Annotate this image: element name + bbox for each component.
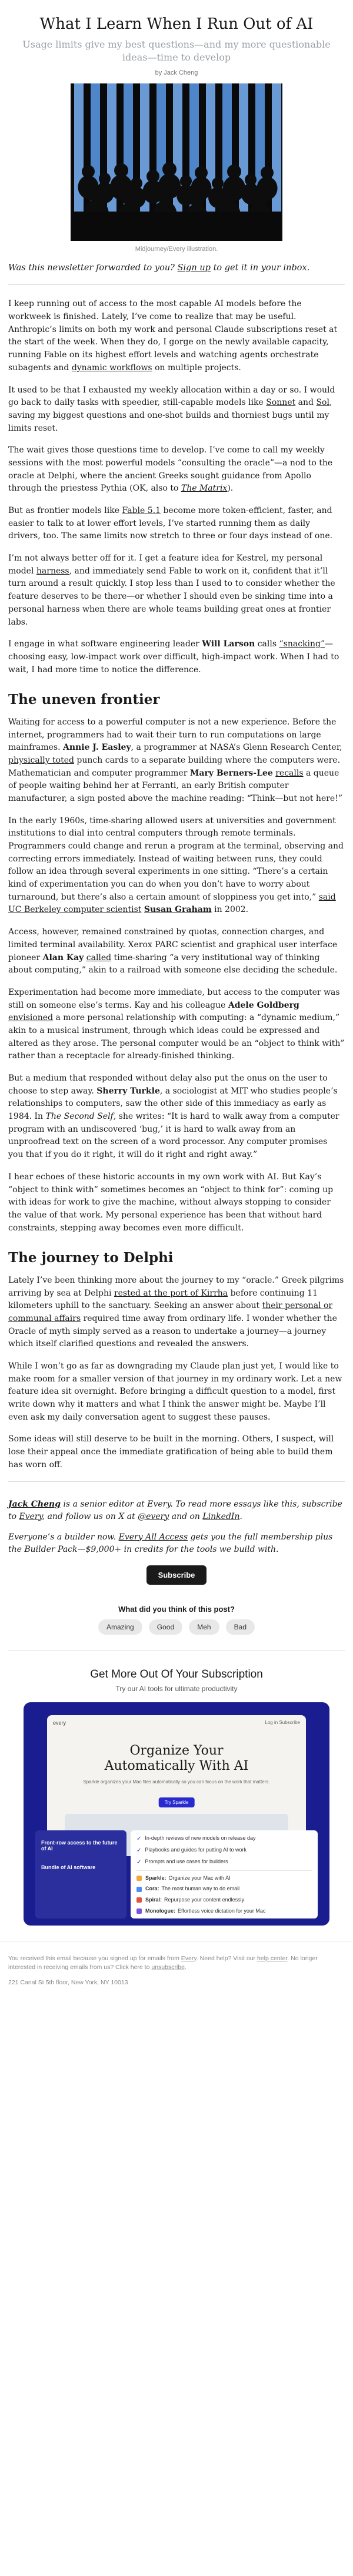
text-run: a queue of people waiting behind her at Ferranti, an early British computer manufacturer, a sign posted above the machine reading: “Think—but not here!” (8, 768, 342, 803)
footer-text: . No longer interested in receiving emails from us? Click here to (8, 1954, 318, 1971)
promo-title: Get More Out Of Your Subscription (90, 1668, 263, 1681)
text-run: I engage in what software engineering leader (8, 639, 202, 649)
check-icon: ✓ (136, 1847, 142, 1854)
footer-text: You received this email because you signed up for emails from (8, 1954, 181, 1962)
text-run: The Second Self (45, 1112, 114, 1122)
text-run: , she writes: “It is hard to walk away from a computer program with an undiscovered ‘bug,’ it is hard to walk away from an unproofread text on the screen of a word processor. Any computer promises you that if you do it right, it will do it right and right away.” (8, 1112, 339, 1160)
forward-notice (0, 263, 353, 273)
app-row (136, 1875, 312, 1882)
article-header (0, 0, 353, 76)
text-run: is a senior editor at Every. To read more essays like this, subscribe to (8, 1499, 342, 1521)
text-run: calls (255, 639, 279, 649)
text-run: I hear echoes of these historic accounts in my own work with AI. But Kay’s “object to think with” sometimes becomes an “object to think for”: coming up with ideas for work to give the machine, without always stopping to consider the value of that work. My personal experience has been that without hard constraints, stepping away becomes even more difficult. (8, 1172, 334, 1233)
promo-card[interactable] (24, 1702, 329, 1926)
promo-description: Sparkle organizes your Mac files automatically so you can focus on the work that matters. (83, 1779, 270, 1785)
paragraph (8, 552, 345, 629)
paragraph (8, 444, 345, 495)
promo-benefits-panel (35, 1830, 126, 1918)
text-run: , saving my biggest questions and one-shot builds and thorniest bugs until my limits reset. (8, 398, 332, 433)
paragraph (8, 987, 345, 1063)
paragraph (8, 1274, 345, 1351)
hero-illustration (71, 83, 282, 241)
promo-try-button: Try Sparkle (159, 1797, 195, 1807)
feedback-options (0, 1619, 353, 1635)
inline-link[interactable]: Fable 5.1 (122, 506, 161, 515)
bio-promo-paragraph (8, 1531, 345, 1556)
paragraph (8, 298, 345, 374)
feedback-amazing-button[interactable]: Amazing (98, 1619, 142, 1635)
inline-link[interactable]: envisioned (8, 1013, 54, 1023)
divider (8, 284, 345, 285)
app-list (136, 1875, 312, 1915)
text-run: Some ideas will still deserve to be built in the morning. Others, I suspect, will lose their appeal once the immediate gratification of being able to build them has worn off. (8, 1434, 334, 1470)
hero-illustration-graphic (71, 83, 282, 241)
app-name: Spiral: (145, 1896, 162, 1903)
feedback-bad-button[interactable]: Bad (226, 1619, 255, 1635)
subscribe-button[interactable]: Subscribe (146, 1565, 207, 1585)
promo-headline-line1: Organize Your (129, 1743, 224, 1758)
promo-logo: every (53, 1719, 66, 1726)
app-name: Sparkle: (145, 1874, 166, 1881)
feedback-question: What did you think of this post? (118, 1604, 235, 1614)
check-icon: ✓ (136, 1859, 142, 1866)
inline-link[interactable]: Sol (316, 398, 329, 408)
text-run: Waiting for access to a powerful computer is not a new experience. Before the internet, programmers had to wait their turn to run computations on large mainframes. (8, 717, 337, 753)
promo-headline (47, 1743, 306, 1775)
inline-link[interactable]: The Matrix (181, 484, 228, 494)
text-run: I’m not always better off for it. I get a feature idea for Kestrel, my personal model (8, 554, 323, 576)
feedback-good-button[interactable]: Good (149, 1619, 182, 1635)
bio-paragraph (8, 1498, 345, 1523)
divider (136, 1870, 312, 1871)
subscribe-wrap (0, 1565, 353, 1585)
paragraph (8, 638, 345, 676)
promo-headline-line2: Automatically With AI (104, 1758, 249, 1773)
forward-prefix: Was this newsletter forwarded to you? (8, 263, 175, 273)
app-desc: Repurpose your content endlessly (164, 1896, 245, 1903)
app-row (136, 1897, 312, 1904)
text-run: a more personal relationship with computing: a “dynamic medium,” akin to a musical instrument, through which ideas could be expressed and altered as they arose. The personal computer would be an “object to think with” rather than a receptacle for already-finished thinking. (8, 1013, 345, 1061)
author-bio (0, 1495, 353, 1556)
text-run: I keep running out of access to the most capable AI models before the workweek is finished. Lately, I’ve come to realize that may be useful. Anthropic’s limits on both my work and personal Claude subscriptions reset at the start of the week. When they do, I gorge on the newly available capacity, running Fable on its highest effort levels and watching agents orchestrate subagents and (8, 299, 338, 373)
app-desc: Effortless voice dictation for your Mac (178, 1907, 266, 1914)
text-run: punch cards to a separate building where the computers were. Mathematician and computer programmer (8, 755, 341, 778)
article-subtitle: Usage limits give my best questions—and my more questionable ideas—time to develop (22, 39, 331, 63)
footer-address: 221 Canal St 5th floor, New York, NY 10013 (8, 1979, 128, 1986)
text-run: on multiple projects. (152, 363, 241, 373)
inline-link[interactable]: LinkedIn (202, 1511, 240, 1521)
text-run: It used to be that I exhausted my weekly allocation within a day or so. I would go back to daily tasks with speedier, still-capable models like (8, 385, 335, 408)
paragraph (8, 716, 345, 806)
benefit-bundle: Bundle of AI software (41, 1864, 96, 1870)
paragraph (8, 505, 345, 543)
text-run: in 2002. (211, 905, 249, 915)
paragraph (8, 1433, 345, 1471)
text-run: The wait gives those questions time to develop. I’ve come to call my weekly sessions with the most powerful models “consulting the oracle”—a nod to the oracle at Delphi, where the ancient Greeks sought guidance from Apollo through the priestess Pythia (OK, also to (8, 445, 333, 494)
text-run: gets you the full membership plus the Builder Pack—$9,000+ in credits for the tools we build with. (8, 1532, 333, 1554)
hero-caption: Midjourney/Every illustration. (135, 246, 218, 253)
text-run: required time away from ordinary life. I wonder whether the Oracle of myth simply served as a reason to undertake a journey—a journey which itself clarified questions and revealed the answers. (8, 1313, 337, 1349)
article-body (0, 298, 353, 1471)
help-center-link[interactable]: help center (257, 1954, 288, 1962)
text-run: But a medium that responded without delay also put the onus on the user to choose to step away. (8, 1074, 328, 1096)
app-desc: The most human way to do email (161, 1886, 240, 1892)
paragraph (8, 1072, 345, 1162)
text-run: Adele Goldberg (228, 1000, 299, 1010)
inline-link[interactable]: their personal or communal affairs (8, 1301, 333, 1323)
text-run: Sherry Turkle (96, 1086, 160, 1096)
app-desc: Organize your Mac with AI (168, 1874, 231, 1881)
paragraph (8, 384, 345, 435)
app-icon (136, 1876, 142, 1881)
paragraph (8, 1171, 345, 1235)
footer-text: . Need help? Visit our (196, 1954, 257, 1962)
text-run: Experimentation had become more immediate, but access to the computer was still on someone else’s terms. Kay and his colleague (8, 987, 340, 1010)
inline-link[interactable]: Sonnet (266, 398, 296, 408)
text-run: become more token-efficient, faster, and easier to talk to at lower effort levels, I’ve started running them as daily drivers, too. The same limits now stretch to three or four days instead of one. (8, 506, 333, 541)
forward-suffix: to get it in your inbox. (213, 263, 310, 273)
text-run: and on (169, 1511, 203, 1521)
text-run: time-sharing “a very institutional way of thinking about computing,” akin to a railroad with someone else deciding the schedule. (8, 952, 338, 975)
article-byline: by Jack Cheng (155, 69, 198, 77)
text-run: , and immediately send Fable to work on it, confident that it’ll turn around a result quickly. I stop less than I used to to consider whether the feature deserves to be there—or whether I should even be sinking time into a personal harness when there are whole teams building great ones at frontier labs. (8, 566, 335, 627)
paragraph (8, 926, 345, 977)
inline-link[interactable]: recalls (275, 768, 304, 778)
text-run: and (295, 398, 317, 408)
app-icon (136, 1887, 142, 1892)
app-name: Cora: (145, 1886, 159, 1892)
paragraph (8, 815, 345, 917)
app-row (136, 1886, 312, 1893)
section-heading-journey-to-delphi: The journey to Delphi (8, 1250, 174, 1266)
text-run: —choosing easy, low-impact work over difficult, high-impact work. When I had to wait, I had more time to notice the difference. (8, 639, 339, 675)
inline-link[interactable]: Susan Graham (144, 905, 212, 915)
text-run: While I won’t go as far as downgrading my Claude plan just yet, I would like to make room for a smaller version of that journey in my ordinary work. Let a new feature idea sit overnight. Before bringing a difficult question to a model, first write down why it matters and what I think the answer might be. Maybe I’ll even ask my daily conversation agent to suggest these pauses. (8, 1361, 342, 1422)
inline-link[interactable]: Every All Access (118, 1532, 188, 1542)
inline-link[interactable]: said UC Berkeley computer scientist (8, 892, 336, 915)
feature-row (136, 1847, 312, 1854)
text-run: ). (227, 484, 234, 494)
divider (8, 1650, 345, 1651)
feedback-meh-button[interactable]: Meh (189, 1619, 219, 1635)
text-run: Access, however, remained constrained by quotas, connection charges, and limited terminal availability. Xerox PARC scientist and graphical user interface pioneer (8, 927, 338, 962)
text-run: Mary Berners-Lee (189, 768, 273, 778)
text-run: Alan Kay (42, 952, 84, 962)
unsubscribe-link[interactable]: unsubscribe (151, 1964, 185, 1971)
inline-link[interactable]: dynamic workflows (71, 363, 152, 373)
article-title: What I Learn When I Run Out of AI (39, 15, 314, 33)
footer-text: . (184, 1964, 187, 1971)
text-run: Will Larson (202, 639, 255, 649)
email-footer (0, 1941, 353, 1988)
section-heading-uneven-frontier: The uneven frontier (8, 692, 160, 708)
feature-text: In-depth reviews of new models on release day (145, 1835, 256, 1842)
benefit-front-row: Front-row access to the future of AI (41, 1839, 118, 1852)
text-run: , a programmer at NASA’s Glenn Research Center, (131, 743, 342, 753)
text-run: Everyone’s a builder now. (8, 1532, 119, 1542)
feature-text: Prompts and use cases for builders (145, 1859, 228, 1865)
inline-link[interactable]: called (86, 952, 112, 962)
text-run: before continuing 11 kilometers uphill to the sanctuary. Seeking an answer about (8, 1288, 318, 1311)
inline-link[interactable]: harness (36, 566, 69, 576)
app-row (136, 1908, 312, 1915)
footer-notice (8, 1954, 345, 1973)
inline-link[interactable]: rested at the port of Kirrha (114, 1288, 228, 1298)
app-icon (136, 1897, 142, 1903)
hero-image-wrap (71, 83, 282, 253)
feature-row (136, 1835, 312, 1843)
every-link[interactable]: Every (181, 1954, 197, 1962)
promo-subtitle: Try our AI tools for ultimate productivity (115, 1684, 238, 1693)
feature-text: Playbooks and guides for putting AI to work (145, 1847, 247, 1853)
app-name: Monologue: (145, 1907, 175, 1914)
inline-link[interactable]: @every (138, 1511, 169, 1521)
text-run: In the early 1960s, time-sharing allowed users at universities and government institutions to dial into central computers through remote terminals. Programmers could change and rerun a program at the terminal, observing and correcting errors immediately. Instead of waiting between runs, they could follow an idea through several experiments in one sitting. “There’s a certain kind of experimentation you can do when you don’t have to worry about turnaround, but there’s also a certain amount of sloppiness you get into,” (8, 816, 344, 902)
promo-section (0, 1668, 353, 1926)
paragraph (8, 1360, 345, 1424)
inline-link[interactable]: “snacking” (279, 639, 325, 649)
text-run: But as frontier models like (8, 506, 122, 515)
text-run: , and follow us on X at (42, 1511, 138, 1521)
app-icon (136, 1908, 142, 1914)
promo-features-panel (131, 1830, 318, 1918)
text-run: Lately I’ve been thinking more about the journey to my “oracle.” Greek pilgrims arriving by sea at Delphi (8, 1275, 344, 1298)
divider (8, 1481, 345, 1482)
sign-up-link[interactable]: Sign up (177, 263, 211, 273)
inline-link[interactable]: Every (19, 1511, 42, 1521)
text-run: . (239, 1511, 242, 1521)
feedback-section (0, 1605, 353, 1635)
text-run: , a sociologist at MIT who studies people’s relationships to computers, saw the other side of this immediacy as early as 1984. In (8, 1086, 338, 1122)
inline-link[interactable]: physically toted (8, 755, 74, 765)
text-run: Annie J. Easley (62, 743, 131, 753)
check-icon: ✓ (136, 1835, 142, 1842)
feature-row (136, 1859, 312, 1866)
inline-link[interactable]: Jack Cheng (8, 1499, 61, 1509)
promo-nav: Log in Subscribe (265, 1719, 300, 1725)
